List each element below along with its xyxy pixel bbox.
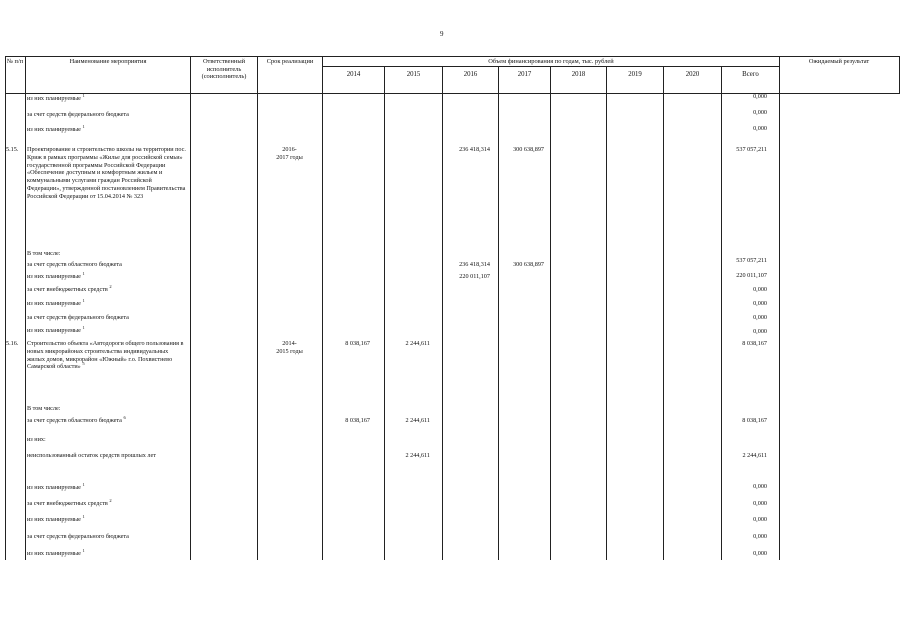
- header-year-2020: 2020: [663, 66, 721, 92]
- row-label-text: за счет внебюджетных средств: [27, 500, 108, 507]
- row-label: [27, 270, 85, 281]
- row-label: [27, 405, 60, 413]
- footnote-marker: 6: [123, 414, 126, 420]
- cell-total: 8 038,167: [742, 417, 767, 424]
- header-year-total: Всего: [721, 66, 779, 92]
- row-label-text: из них планируемые: [27, 516, 81, 523]
- cell-total: 0,000: [753, 109, 767, 116]
- row-label: [27, 481, 85, 492]
- row-number: 5.16.: [6, 340, 19, 347]
- row-label-text: из них планируемые: [27, 273, 81, 280]
- row-label-text: из них планируемые: [27, 484, 81, 491]
- row-label: [27, 547, 85, 558]
- row-label: [27, 314, 129, 322]
- row-label: [27, 92, 85, 103]
- page-number: 9: [440, 30, 444, 38]
- row-label-text: за счет средств федерального бюджета: [27, 111, 129, 118]
- cell-total: 0,000: [753, 500, 767, 507]
- cell-total: 537 057,211: [736, 257, 767, 264]
- cell-total: 537 057,211: [736, 146, 767, 153]
- col-line: [663, 92, 664, 560]
- header-name: Наименование мероприятия: [25, 56, 190, 92]
- cell-y2015: 2 244,611: [405, 452, 430, 459]
- cell-total: 2 244,611: [742, 452, 767, 459]
- col-line: [25, 92, 26, 560]
- row-term: 2016- 2017 годы: [276, 146, 303, 161]
- row-label: [27, 533, 129, 541]
- col-line: [442, 92, 443, 560]
- header-resp: Ответственный исполнитель (соисполнитель): [190, 56, 257, 92]
- footnote-marker: 1: [82, 297, 85, 303]
- row-label: [27, 452, 156, 460]
- row-label: [27, 146, 187, 200]
- cell-total: 0,000: [753, 286, 767, 293]
- cell-total: 0,000: [753, 314, 767, 321]
- row-label: [27, 414, 126, 425]
- cell-total: 0,000: [753, 125, 767, 132]
- row-label-text: из них:: [27, 436, 46, 443]
- header-funding: Объем финансирования по годам, тыс. рублей: [322, 56, 779, 66]
- cell-y2014: 8 038,167: [345, 340, 370, 347]
- footnote-marker: 2: [109, 283, 112, 289]
- footnote-marker: 1: [82, 92, 85, 98]
- cell-total: 0,000: [753, 533, 767, 540]
- col-line: [550, 92, 551, 560]
- row-label: [27, 340, 187, 371]
- row-label-text: из них планируемые: [27, 550, 81, 557]
- row-label-text: из них планируемые: [27, 126, 81, 133]
- header-year-2017: 2017: [498, 66, 550, 92]
- cell-total: 0,000: [753, 300, 767, 307]
- cell-y2016: 236 418,314: [459, 146, 490, 153]
- footnote-marker: 1: [82, 324, 85, 330]
- row-label-text: из них планируемые: [27, 327, 81, 334]
- cell-y2016: 236 418,314: [459, 261, 490, 268]
- footnote-marker: 1: [82, 123, 85, 129]
- row-label-text: В том числе:: [27, 405, 61, 412]
- row-label-text: за счет средств областного бюджета: [27, 417, 122, 424]
- cell-y2014: 8 038,167: [345, 417, 370, 424]
- footnote-marker: 1: [82, 547, 85, 553]
- row-label: [27, 261, 122, 269]
- header-year-2014: 2014: [322, 66, 384, 92]
- footnote-marker: 1: [82, 270, 85, 276]
- row-label-text: из них планируемые: [27, 95, 81, 102]
- row-label-text: за счет средств областного бюджета: [27, 261, 122, 268]
- footnote-marker: 1: [82, 481, 85, 487]
- row-label-text: Проектирование и строительство школы на территории пос. Криж в рамках программы «Жилье для российской семьи» государственной программы Российской Федерации «Обеспечение доступным и комфортным жильем и коммунальными услугами граждан Российской Федерации», утвержденной постановлением Правительства Российской Федерации от 15.04.2014 № 323: [27, 146, 186, 200]
- row-label-text: Строительство объекта «Автодороги общего пользования в новых микрорайонах строительства индивидуальных жилых домов, микрорайон «Южный» г.о. Похвистнево Самарской области»: [27, 340, 184, 371]
- row-label: [27, 111, 129, 119]
- header-result: Ожидаемый результат: [779, 56, 898, 92]
- header-year-2015: 2015: [384, 66, 442, 92]
- col-line: [384, 92, 385, 560]
- cell-y2016: 220 011,107: [459, 273, 490, 280]
- cell-total: 0,000: [753, 93, 767, 100]
- row-label: [27, 324, 85, 335]
- footnote-marker: 5: [82, 361, 85, 367]
- cell-total: 0,000: [753, 516, 767, 523]
- row-label-text: за счет внебюджетных средств: [27, 286, 108, 293]
- cell-y2017: 300 638,897: [513, 146, 544, 153]
- row-label: [27, 123, 85, 134]
- cell-y2015: 2 244,611: [405, 417, 430, 424]
- row-label: [27, 250, 60, 258]
- row-number: 5.15.: [6, 146, 19, 153]
- row-label-text: неиспользованный остаток средств прошлых лет: [27, 452, 156, 459]
- row-label-text: из них планируемые: [27, 300, 81, 307]
- row-label: [27, 497, 112, 508]
- header-term: Срок реализации: [257, 56, 322, 92]
- footnote-marker: 1: [82, 513, 85, 519]
- row-label: [27, 283, 112, 294]
- cell-total: 0,000: [753, 328, 767, 335]
- col-line: [498, 92, 499, 560]
- cell-total: 220 011,107: [736, 272, 767, 279]
- col-line: [5, 92, 6, 560]
- col-line: [257, 92, 258, 560]
- header-num: № п/п: [6, 58, 24, 65]
- cell-total: 0,000: [753, 550, 767, 557]
- row-label-text: за счет средств федерального бюджета: [27, 533, 129, 540]
- header-year-2019: 2019: [606, 66, 663, 92]
- row-label-text: за счет средств федерального бюджета: [27, 314, 129, 321]
- row-label-text: В том числе:: [27, 250, 61, 257]
- row-label: [27, 513, 85, 524]
- cell-total: 0,000: [753, 483, 767, 490]
- col-line: [322, 92, 323, 560]
- cell-total: 8 038,167: [742, 340, 767, 347]
- row-term: 2014- 2015 годы: [276, 340, 303, 355]
- col-line: [779, 92, 780, 560]
- cell-y2017: 300 638,897: [513, 261, 544, 268]
- cell-y2015: 2 244,611: [405, 340, 430, 347]
- col-line: [606, 92, 607, 560]
- row-label: [27, 297, 85, 308]
- footnote-marker: 2: [109, 497, 112, 503]
- col-line: [190, 92, 191, 560]
- header-year-2016: 2016: [442, 66, 498, 92]
- header-year-2018: 2018: [550, 66, 606, 92]
- row-label: [27, 436, 46, 444]
